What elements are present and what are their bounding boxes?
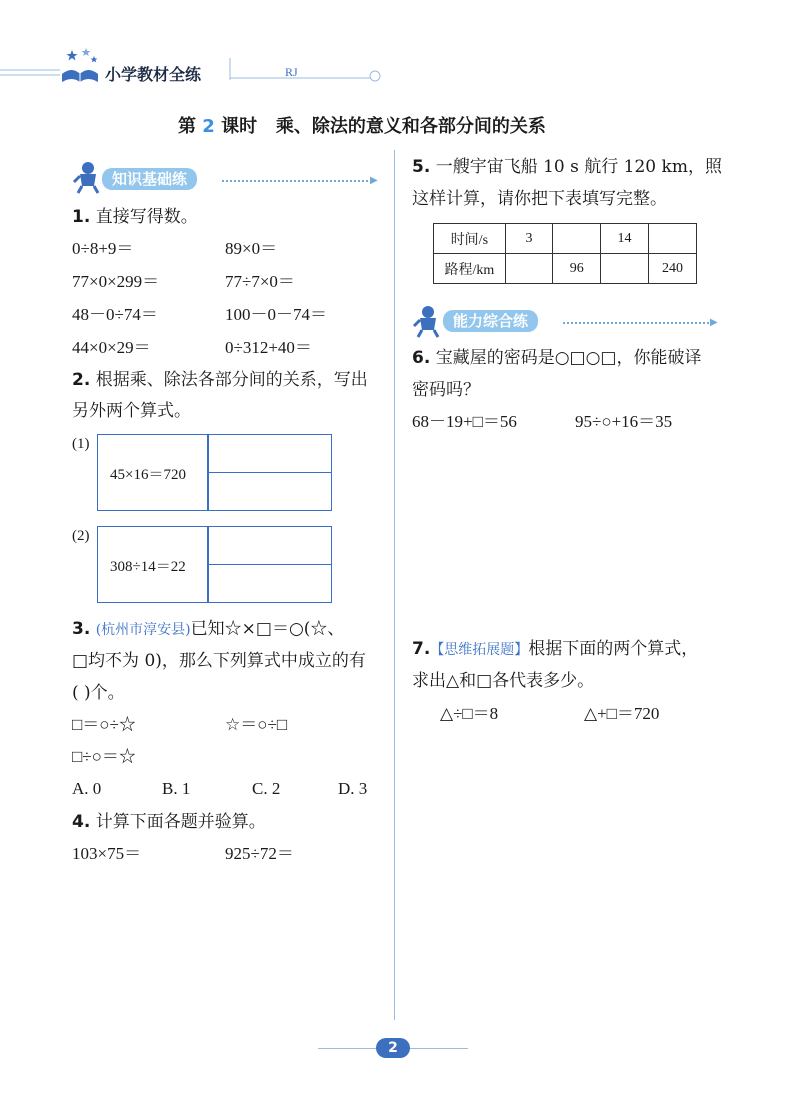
table-row [434,224,697,254]
section-advanced-rule [563,322,713,324]
q7-line2: 求出△和□各代表多少。 [412,671,595,691]
q4-expr2: 925÷72＝ [225,844,294,863]
lesson-title [178,112,546,138]
q6-text: 宝藏屋的密码是○□○□，你能破译 [435,348,702,368]
q1-number: 1. [72,207,91,227]
lesson-prefix: 第 [178,116,196,137]
edition-label: RJ [285,65,298,79]
q5-line1 [412,156,722,178]
q3-line3[interactable]: ( )个。 [72,683,125,703]
table-cell: 14 [601,224,649,254]
lesson-suffix: 课时 [221,116,258,137]
q4-expr1: 103×75＝ [72,844,142,863]
q3-line1 [72,618,344,641]
q3-eq3: □÷○＝☆ [72,747,136,766]
q3-eq2: ☆＝○÷□ [225,715,288,734]
q2-part2-expr: 308÷14＝22 [110,559,186,575]
q3-option-d[interactable]: D. 3 [338,779,368,798]
q6-expr1: 68－19+□＝56 [412,412,517,431]
q1-item: 44×0×29＝ [72,338,151,357]
arrow-right-icon: ▶ [710,317,718,328]
q7-expr1: △÷□＝8 [440,704,499,723]
q7-tag: 【思维拓展题】 [430,642,529,658]
lesson-topic: 乘、除法的意义和各部分间的关系 [275,116,546,137]
q2-part1-answer-2[interactable] [211,476,327,506]
q4-text: 计算下面各题并验算。 [95,812,266,832]
q3-option-c[interactable]: C. 2 [252,779,281,798]
book-title: 小学教材全练 [105,65,202,84]
table-row [434,254,697,284]
q2-part2-box [97,526,332,603]
table-cell: 240 [648,254,696,284]
q2-part1-box [97,434,332,511]
table-cell[interactable] [553,224,601,254]
q2-part1-label: (1) [72,436,90,452]
q1-item: 77×0×299＝ [72,272,160,291]
column-divider [394,150,395,1020]
q3-text: 已知☆×□＝○(☆、 [190,619,345,639]
mascot-icon [412,304,442,338]
q4-prompt [72,811,266,833]
q5-text: 一艘宇宙飞船 10 s 航行 120 km，照 [435,157,722,177]
q6-number: 6. [412,348,431,368]
q1-item: 48－0÷74＝ [72,305,158,324]
q3-option-b[interactable]: B. 1 [162,779,191,798]
section-basic-title: 知识基础练 [102,168,197,190]
q5-line2: 这样计算，请你把下表填写完整。 [412,189,667,209]
q1-item: 0÷8+9＝ [72,239,134,258]
table-cell[interactable] [601,254,649,284]
q1-item: 89×0＝ [225,239,278,258]
q6-line1 [412,347,702,369]
q2-part2-answer-1[interactable] [211,531,327,561]
table-cell: 时间/s [434,224,506,254]
q3-source-tag: (杭州市淳安县) [95,622,191,638]
q6-expr2: 95÷○+16＝35 [575,412,673,431]
q3-number: 3. [72,619,91,639]
q2-line1 [72,369,368,391]
q2-part1-expr: 45×16＝720 [110,467,186,483]
q4-number: 4. [72,812,91,832]
table-cell[interactable] [648,224,696,254]
arrow-right-icon: ▶ [370,175,378,186]
section-advanced-title: 能力综合练 [443,310,538,332]
q2-part2-answer-2[interactable] [211,568,327,598]
table-cell[interactable] [505,254,553,284]
q2-part1-answer-1[interactable] [211,439,327,469]
q1-item: 77÷7×0＝ [225,272,295,291]
q7-expr2: △+□＝720 [584,704,660,723]
q2-text: 根据乘、除法各部分间的关系，写出 [95,370,368,390]
q2-part2-label: (2) [72,528,90,544]
table-cell: 3 [505,224,553,254]
page-number: 2 [376,1038,410,1058]
q2-line2: 另外两个算式。 [72,401,191,421]
book-logo-icon [58,44,102,88]
q5-table [433,223,697,284]
section-basic-rule [222,180,372,182]
mascot-icon [72,160,102,194]
q5-number: 5. [412,157,431,177]
q1-item: 0÷312+40＝ [225,338,312,357]
table-cell: 96 [553,254,601,284]
q2-number: 2. [72,370,91,390]
table-cell: 路程/km [434,254,506,284]
q1-text: 直接写得数。 [95,207,198,227]
q3-line2: □均不为 0)，那么下列算式中成立的有 [72,651,366,671]
q7-line1 [412,638,698,661]
q7-number: 7. [412,639,431,659]
q1-prompt [72,206,198,228]
lesson-number: 2 [202,116,215,137]
q3-eq1: □＝○÷☆ [72,715,136,734]
q3-option-a[interactable]: A. 0 [72,779,102,798]
q6-line2: 密码吗？ [412,380,480,400]
q7-text: 根据下面的两个算式， [528,639,699,659]
q1-item: 100－0－74＝ [225,305,327,324]
